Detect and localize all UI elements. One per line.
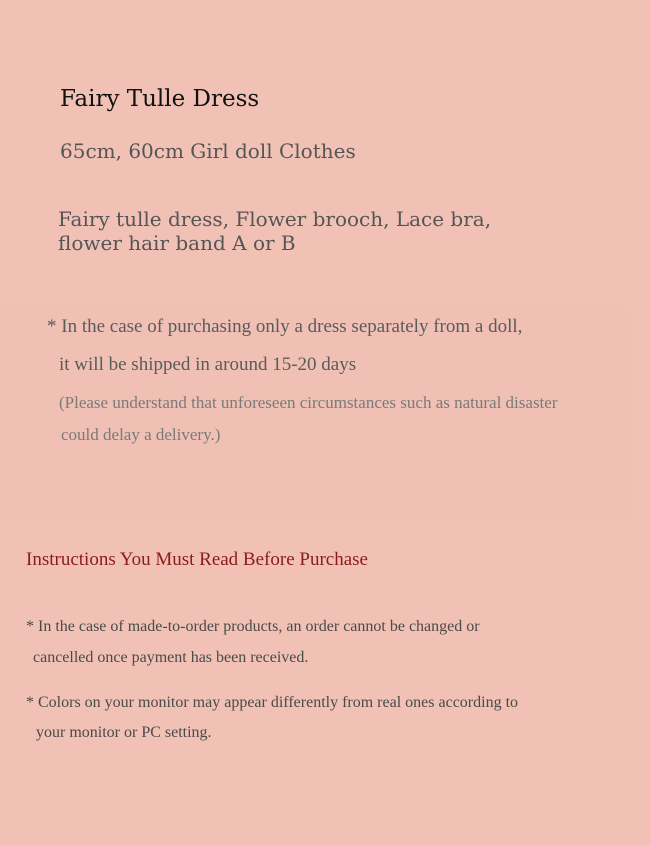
instruction-1-line-1: * In the case of made-to-order products, an order cannot be changed or [26,618,480,635]
product-title: Fairy Tulle Dress [60,86,260,112]
instruction-1-line-2: cancelled once payment has been received. [33,649,309,666]
shipping-line-2: it will be shipped in around 15-20 days [59,354,357,375]
instruction-2-line-2: your monitor or PC setting. [36,724,212,741]
product-includes [58,207,491,255]
includes-line-1: Fairy tulle dress, Flower brooch, Lace bra, [58,207,492,231]
shipping-note-line-2: could delay a delivery.) [61,425,221,444]
shipping-note-line-1: (Please understand that unforeseen circumstances such as natural disaster [59,393,558,412]
instructions-heading: Instructions You Must Read Before Purchase [26,549,368,570]
product-subtitle: 65cm, 60cm Girl doll Clothes [60,139,356,163]
includes-line-2: flower hair band A or B [58,231,296,255]
shipping-line-1: * In the case of purchasing only a dress separately from a doll, [47,316,523,337]
instruction-2-line-1: * Colors on your monitor may appear differently from real ones according to [26,694,519,711]
